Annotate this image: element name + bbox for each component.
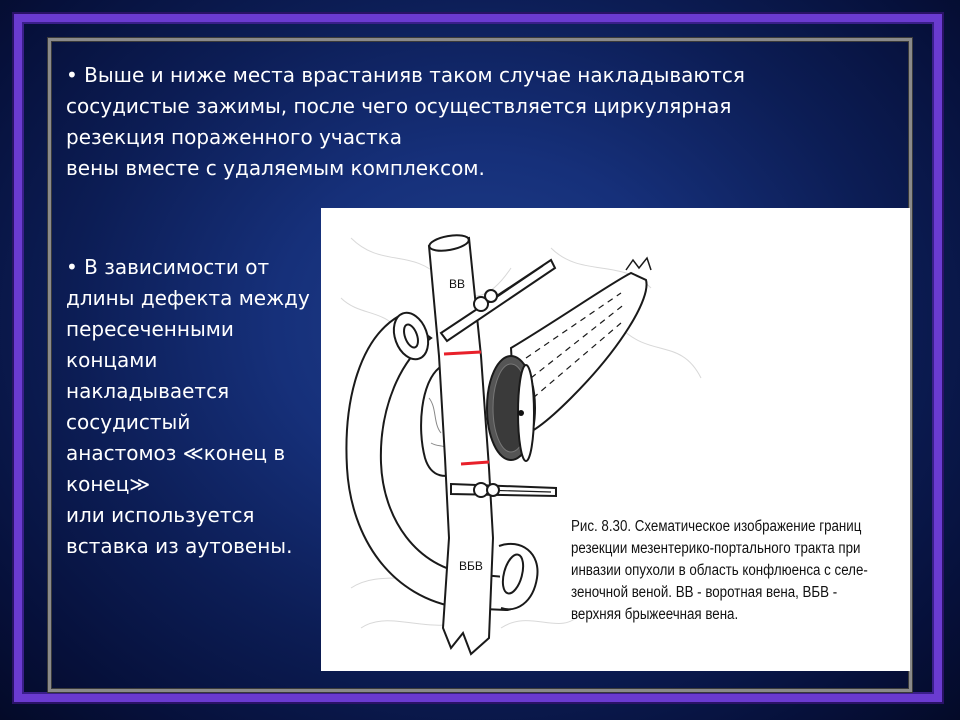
caption-line: верхняя брыжеечная вена. [571,606,739,623]
lower-vascular-clamp [451,483,556,497]
text-line: сосудистые зажимы, после чего осуществляется циркулярная [66,94,732,118]
text-line: сосудистый [66,410,191,434]
caption-line: инвазии опухоли в область конфлюенса с селе- [571,562,868,579]
caption-line: Рис. 8.30. Схематическое изображение границ [571,518,862,535]
smv-label: ВБВ [459,559,483,573]
left-paragraph [66,252,310,562]
tumor-mass [487,356,535,461]
text-line: или используется [66,503,255,527]
text-line: анастомоз ≪конец в [66,441,286,465]
text-line: • Выше и ниже места врастанияв таком случае накладываются [66,63,745,87]
text-line: накладывается [66,379,230,403]
figure-caption [571,516,868,626]
caption-line: резекции мезентерико-портального тракта при [571,540,861,557]
text-line: конец≫ [66,472,151,496]
text-line: длины дефекта между [66,286,310,310]
text-line: вены вместе с удаляемым комплексом. [66,156,485,180]
portal-vein-label: ВВ [449,277,466,291]
text-line: • В зависимости от [66,255,270,279]
text-line: концами [66,348,158,372]
text-line: вставка из аутовены. [66,534,293,558]
text-line: пересеченными [66,317,234,341]
text-line: резекция пораженного участка [66,125,402,149]
top-paragraph [66,60,745,184]
caption-line: зеночной веной. ВВ - воротная вена, ВБВ - [571,584,838,601]
anatomy-figure [321,208,910,671]
